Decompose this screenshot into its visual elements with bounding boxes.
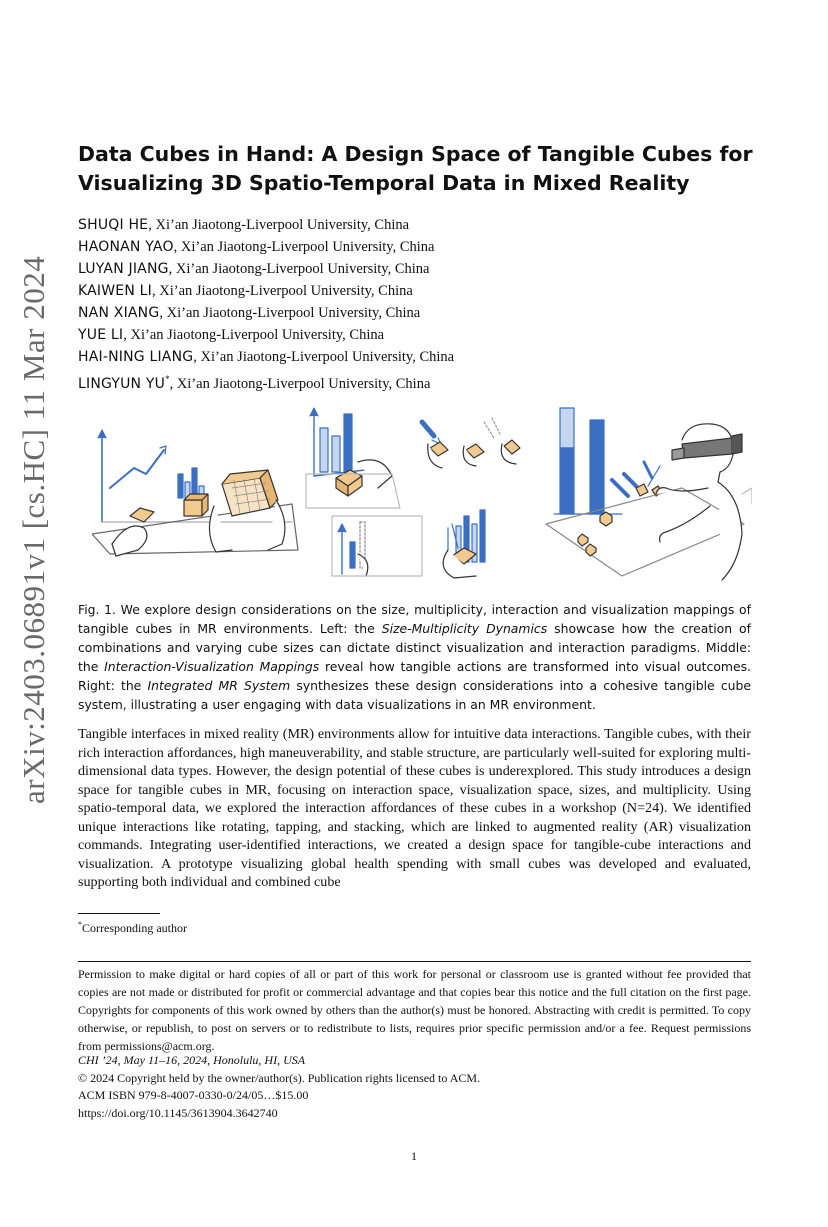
title-line-2: Visualizing 3D Spatio-Temporal Data in Mixed Reality	[78, 171, 690, 195]
arxiv-stamp: arXiv:2403.06891v1 [cs.HC] 11 Mar 2024	[16, 255, 51, 805]
permission-rule	[78, 961, 751, 962]
author-name: KAIWEN LI	[78, 283, 152, 299]
footnote-mark: *	[78, 920, 82, 929]
paper-title	[78, 140, 778, 198]
author-name: HAI-NING LIANG	[78, 349, 194, 365]
author-item	[78, 302, 778, 324]
author-item	[78, 214, 778, 236]
caption-text: showcase how the creation of combinations and varying cube sizes can dictate distinct visualization and interaction paradigms. Middle: the	[78, 621, 751, 674]
author-name: SHUQI HE	[78, 217, 149, 233]
caption-text: reveal how tangible actions are transformed into visual outcomes. Right: the	[78, 659, 751, 693]
footnote	[78, 920, 187, 936]
author-affiliation: , Xi’an Jiaotong-Liverpool University, China	[159, 305, 421, 321]
interaction-visualization-panel	[306, 408, 520, 578]
author-item	[78, 280, 778, 302]
author-item	[78, 324, 778, 346]
permission-notice: Permission to make digital or hard copies of all or part of this work for personal or classroom use is granted without fee provided that copies are not made or distributed for profit or commercial advantage and that copies bear this notice and the full citation on the first page. Copyrights for components of this work owned by others than the author(s) must be honored. Abstracting with credit is permitted. To copy otherwise, or republish, to post on servers or to redistribute to lists, requires prior specific permission and/or a fee. Request permissions from permissions@acm.org.	[78, 967, 751, 1053]
page-number: 1	[411, 1149, 417, 1163]
figure-caption	[78, 600, 751, 714]
caption-text: Fig. 1. We explore design considerations on the size, multiplicity, interaction and visualization mappings of tangible cubes in MR environments. Left: the	[78, 602, 751, 636]
author-affiliation: , Xi’an Jiaotong-Liverpool University, China	[148, 217, 410, 233]
author-affiliation: , Xi’an Jiaotong-Liverpool University, China	[169, 375, 431, 392]
author-name: HAONAN YAO	[78, 239, 174, 255]
author-affiliation: , Xi’an Jiaotong-Liverpool University, China	[173, 239, 435, 255]
corresponding-mark: *	[165, 374, 170, 384]
author-name: NAN XIANG	[78, 305, 160, 321]
integrated-mr-panel	[546, 408, 752, 580]
author-name: YUE LI	[78, 327, 124, 343]
isbn: ACM ISBN 979-8-4007-0330-0/24/05…$15.00	[78, 1088, 309, 1102]
doi-link[interactable]: https://doi.org/10.1145/3613904.3642740	[78, 1105, 278, 1120]
author-affiliation: , Xi’an Jiaotong-Liverpool University, China	[123, 327, 385, 343]
copyright: © 2024 Copyright held by the owner/author(s). Publication rights licensed to ACM.	[78, 1070, 481, 1085]
author-affiliation: , Xi’an Jiaotong-Liverpool University, China	[193, 349, 455, 365]
caption-term: Integrated MR System	[147, 678, 291, 693]
author-affiliation: , Xi’an Jiaotong-Liverpool University, China	[168, 261, 430, 277]
author-item	[78, 258, 778, 280]
author-affiliation: , Xi’an Jiaotong-Liverpool University, China	[151, 283, 413, 299]
abstract: Tangible interfaces in mixed reality (MR) environments allow for intuitive data interactions. Tangible cubes, with their rich interaction affordances, high maneuverability, and stable structure, are particularly well-suited for exploring multi-dimensional data types. However, the design potential of these cubes is underexplored. This study introduces a design space for tangible cubes in MR, focusing on interaction space, visualization space, sizes, and multiplicity. Using spatio-temporal data, we explored the interaction affordances of these cubes in a workshop (N=24). We identified unique interactions like rotating, tapping, and stacking, which are linked to augmented reality (AR) visualization commands. Integrating user-identified interactions, we created a design space for tangible-cube interactions and visualization. A prototype visualizing global health spending with small cubes was developed and evaluated, supporting both individual and combined cube	[78, 726, 751, 890]
author-item	[78, 236, 778, 258]
author-item	[78, 346, 778, 368]
footnote-text: Corresponding author	[82, 921, 187, 935]
teaser-figure	[92, 404, 752, 582]
title-line-1: Data Cubes in Hand: A Design Space of Tangible Cubes for	[78, 142, 753, 166]
publication-meta	[78, 1052, 480, 1122]
author-name: LUYAN JIANG	[78, 261, 169, 277]
author-name: LINGYUN YU	[78, 375, 166, 392]
size-multiplicity-panel	[92, 430, 298, 556]
footnote-rule	[78, 913, 160, 914]
author-list	[78, 214, 778, 390]
author-item	[78, 368, 778, 390]
caption-term: Interaction-Visualization Mappings	[104, 659, 320, 674]
caption-term: Size-Multiplicity Dynamics	[381, 621, 548, 636]
venue: CHI ’24, May 11–16, 2024, Honolulu, HI, USA	[78, 1053, 306, 1067]
caption-text: synthesizes these design considerations into a cohesive tangible cube system, illustrating a user engaging with data visualizations in an MR environment.	[78, 678, 751, 712]
